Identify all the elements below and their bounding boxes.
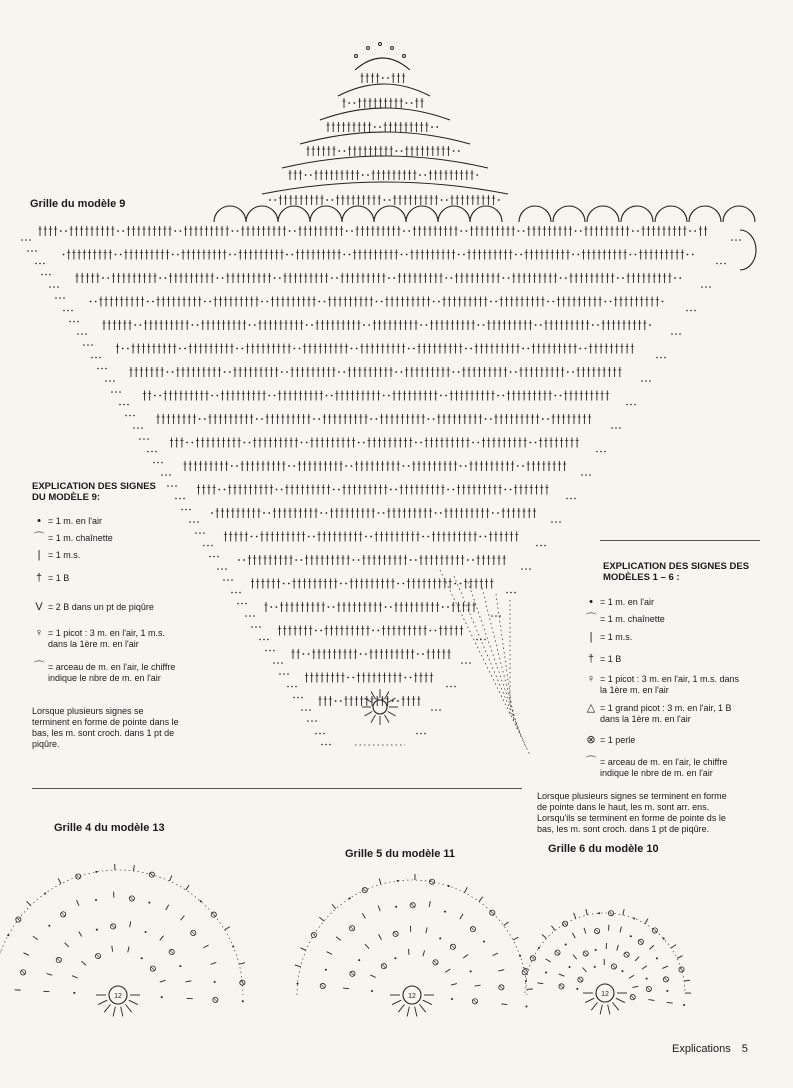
chart-row [116,344,634,354]
chart-row [264,602,475,612]
single-crochet-icon: | [589,631,593,643]
chart-row [102,320,650,330]
double-crochet-icon: † [35,572,43,584]
center-number: 12 [408,993,416,1000]
chart-row [211,508,536,518]
scallop-arc [519,206,551,222]
chart-row [90,297,664,307]
scallop-arc [438,206,470,222]
legend-item [582,674,739,696]
legend-item [30,573,69,584]
chart-row [224,532,518,542]
legend16-top-rule [600,540,760,541]
scallop-arc [723,206,755,222]
chart-row [306,146,459,156]
legend-item-text: = 1 m.s. [600,632,633,642]
footer-section: Explications [672,1043,731,1055]
picot-icon: ♀ [586,673,596,685]
legend-item-text: = 1 picot : 3 m. en l'air, 1 m.s. dans la 1ère m. en l'air [48,628,166,649]
double-crochet-icon: † [587,653,595,665]
chain-arch-icon: ⌒ [33,661,45,673]
chart-row [291,649,450,659]
grille6-title: Grille 6 du modèle 10 [548,843,659,855]
legend-item-text: = 1 B [48,573,70,583]
chart-row [269,195,500,205]
chart-row [278,626,463,636]
legend-item-text: = 2 B dans un pt de piqûre [48,602,154,612]
chart-row [238,555,506,565]
chart-row [288,170,478,180]
grille4-title: Grille 4 du modèle 13 [54,822,165,834]
legend-item [582,735,635,746]
single-crochet-icon: | [37,549,41,561]
chart-row [129,367,621,377]
flower-center [373,700,387,714]
legend-item-text: = 1 m.s. [48,550,81,560]
scallop-arc [342,206,374,222]
chart-row [326,122,438,132]
legend-item [582,632,632,643]
page-number: 5 [741,1043,748,1055]
scallop-arc [214,206,246,222]
chain-arch-icon: ⌒ [585,756,597,768]
bead-icon: ⊗ [586,734,596,746]
legend-item-text: = 1 m. chaînette [48,533,113,543]
chart-row [63,250,694,260]
chart-row [197,485,549,495]
grille9-title: Grille du modèle 9 [30,198,126,210]
legend-item [30,550,80,561]
chart-row [38,226,707,236]
chart-row [170,438,579,448]
legend-item-text: = 1 B [600,654,622,664]
chart-row [360,73,405,83]
chart-row [342,98,423,108]
chain-arc-icon: ⌒ [33,532,45,544]
round-motif [523,909,691,1014]
dot-icon: • [589,596,593,608]
chart-row [143,391,609,401]
footer [672,1043,748,1055]
legend-item-text: = 1 m. en l'air [600,597,654,607]
grille5-title: Grille 5 du modèle 11 [345,848,456,860]
legend-item-text: = 1 grand picot : 3 m. en l'air, 1 B dans la 1ère m. en l'air [600,703,732,724]
chain-arc-icon: ⌒ [585,613,597,625]
legend-item-text: = arceau de m. en l'air, le chiffre indique le nbre de m. en l'air [600,757,728,778]
chart-row [183,461,566,471]
scallop-arc [621,206,653,222]
legend-item [582,597,654,608]
scallop-arc [470,206,502,222]
scallop-arc [655,206,687,222]
dot-icon: • [37,515,41,527]
scallop-arc [553,206,585,222]
legend-item-text: = 1 picot : 3 m. en l'air, 1 m.s. dans la 1ère m. en l'air [600,674,740,695]
legend-item [30,628,165,650]
legend-item-text: = 1 m. chaînette [600,614,665,624]
legend-item [582,614,665,625]
section-divider [32,788,522,789]
legend-item-text: = 1 perle [600,735,636,745]
center-number: 12 [601,991,609,998]
scallop-arc [246,206,278,222]
scallop-arc [374,206,406,222]
legend-item-text: = 1 m. en l'air [48,516,102,526]
legend-item [30,533,113,544]
round-motif [295,874,533,1016]
scallop-arc [587,206,619,222]
scallop-arc [310,206,342,222]
legend-item [30,662,175,684]
scallop-arc [278,206,310,222]
center-number: 12 [114,993,122,1000]
legend16-heading: EXPLICATION DES SIGNES DES MODÈLES 1 – 6 : [603,561,750,583]
legend9-note: Lorsque plusieurs signes se terminent en forme de pointe dans le bas, les m. sont croch. dans 1 pt de piqûre. [32,706,179,749]
v-stitch-icon: V [35,601,43,613]
scallop-arc [406,206,438,222]
legend-item [30,602,154,613]
legend9-heading: EXPLICATION DES SIGNES DU MODÈLE 9: [32,481,156,503]
legend-item [582,757,727,779]
chart-row [75,273,681,283]
legend-item [30,516,102,527]
legend-item-text: = arceau de m. en l'air, le chiffre indique le nbre de m. en l'air [48,662,176,683]
chart-row [156,414,591,424]
chart-row [251,579,493,589]
chart-row [305,673,433,683]
triangle-icon: △ [586,702,596,714]
legend16-note: Lorsque plusieurs signes se terminent en forme de pointe dans le haut, les m. sont arr. ens. Lorsqu'ils se terminent en forme de pointe ds le bas, les m. sont croch. dans 1 pt de piqûre. [537,791,727,834]
scallop-arc [689,206,721,222]
legend-item [582,703,732,725]
legend-item [582,654,621,665]
round-motif [0,864,245,1016]
picot-icon: ♀ [34,627,44,639]
